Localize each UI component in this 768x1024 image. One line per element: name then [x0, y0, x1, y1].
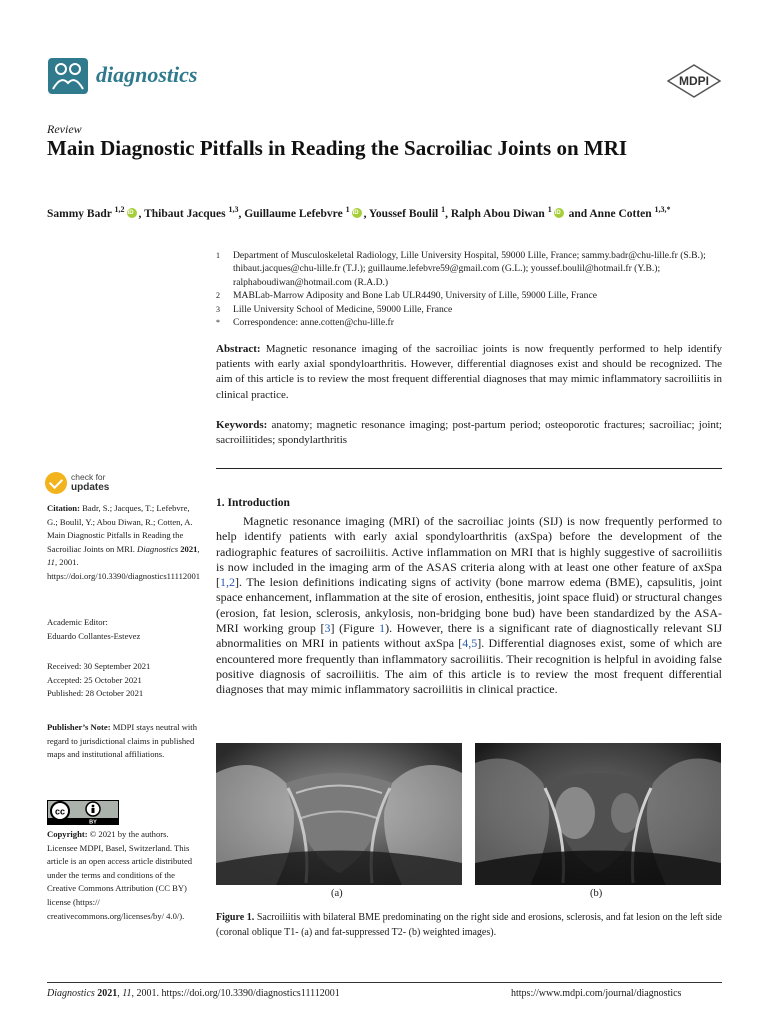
affiliations — [216, 249, 728, 329]
figure-sublabel-b: (b) — [590, 888, 603, 899]
footer-citation: Diagnostics 2021, 11, 2001. https://doi.org/10.3390/diagnostics11112001 — [47, 988, 340, 999]
author-affiliation-marker: 1 — [441, 205, 446, 214]
affiliation-number: 1 — [216, 251, 220, 260]
check-updates-icon — [45, 472, 67, 494]
academic-editor — [47, 616, 201, 643]
affiliation-item — [216, 303, 728, 316]
author-name: Ralph Abou Diwan — [450, 207, 548, 220]
citation-year: 2021 — [180, 543, 198, 554]
keywords-text: anatomy; magnetic resonance imaging; post-partum period; osteoporotic fractures; sacroiliac; joint; sacroiliitides; spondylarthritis — [216, 419, 722, 447]
orcid-icon[interactable] — [554, 208, 564, 218]
copyright-label: Copyright: — [47, 829, 88, 839]
affiliation-item — [216, 249, 728, 289]
author-affiliation-marker: 1,2 — [114, 205, 125, 214]
copyright-text: © 2021 by the authors. Licensee MDPI, Basel, Switzerland. This article is an open access article distributed under the terms and conditions of the Creative Commons Attribution (CC BY) license (https:// creativecommons.org/licenses/by/ 4.0/). — [47, 829, 193, 921]
affiliation-item — [216, 289, 728, 302]
author-name: Anne Cotten — [589, 207, 655, 220]
intro-text-5: ]. Differential diagnoses exist, some of which are encountered more frequently than inflammatory sacroiliitis. Their recognition is helpful in avoiding false positive diagnosis of sacroiliitis. The aim of this article is to review the most frequent differential diagnoses that may mimic inflammatory sacroiliitis in clinical practice. — [216, 636, 722, 697]
abstract-text: Magnetic resonance imaging of the sacroiliac joints is now frequently performed to help identify patients with early axial spondyloarthritis. However, differential diagnoses exist and should be recognized. The aim of this article is to review the most frequent differential diagnoses that may mimic inflammatory sacroiliitis in clinical practice. — [216, 343, 723, 401]
affiliation-number: 2 — [216, 291, 220, 301]
citation-label: Citation: — [47, 503, 80, 513]
received-date: Received: 30 September 2021 — [47, 661, 151, 671]
check-updates-label-2: updates — [71, 482, 110, 493]
note-text: MDPI stays neutral with regard to jurisdictional claims in published maps and institutional affiliations. — [47, 722, 197, 760]
author-affiliation-marker: 1,3 — [228, 205, 239, 214]
author-conjunction: and — [568, 207, 588, 220]
intro-paragraph — [216, 514, 722, 698]
svg-text:cc: cc — [54, 806, 66, 817]
abstract — [216, 342, 722, 403]
divider — [216, 468, 722, 469]
check-updates-label-1: check for — [71, 472, 106, 482]
author-name: Youssef Boulil — [368, 207, 442, 220]
note-label: Publisher’s Note: — [47, 722, 111, 732]
citation-link[interactable]: 1,2 — [220, 575, 235, 590]
affiliation-item — [216, 316, 728, 329]
intro-text-4: ). However, there is a significant rate of diagnostically relevant SIJ abnormalities on MRI in patients without axSpa [ — [216, 621, 722, 651]
footer-journal-url[interactable]: https://www.mdpi.com/journal/diagnostics — [511, 988, 682, 999]
affiliation-text: Correspondence: anne.cotten@chu-lille.fr — [233, 317, 394, 329]
affiliation-text: MABLab-Marrow Adiposity and Bone Lab ULR4490, University of Lille, 59000 Lille, France — [233, 290, 597, 302]
footer-doi[interactable]: , 2001. https://doi.org/10.3390/diagnostics11112001 — [131, 988, 340, 999]
footer-year: 2021 — [97, 988, 118, 999]
cc-by-license-icon[interactable] — [47, 800, 119, 825]
caption-label: Figure 1. — [216, 912, 255, 923]
footer-volume: 11 — [122, 988, 132, 999]
editor-name: Eduardo Collantes-Estevez — [47, 630, 141, 641]
footer-journal: Diagnostics — [47, 988, 95, 999]
citation-text: Badr, S.; Jacques, T.; Lefebvre, G.; Boulil, Y.; Abou Diwan, R.; Cotten, A. Main Diagnostic Pitfalls in Reading the Sacroiliac Joints on MRI. — [47, 503, 193, 554]
citation-doi[interactable]: , 2001. https://doi.org/10.3390/diagnostics11112001 — [47, 557, 201, 581]
author-affiliation-marker: 1,3,* — [654, 205, 671, 214]
figure-sublabel-a: (a) — [331, 888, 343, 899]
citation-volume: 11 — [47, 557, 55, 568]
section-heading: 1. Introduction — [216, 497, 290, 509]
cc-by-label: BY — [89, 819, 97, 825]
affiliation-text: Lille University School of Medicine, 59000 Lille, France — [233, 303, 453, 315]
article-type: Review — [47, 122, 82, 136]
author-affiliation-marker: 1 — [345, 205, 350, 214]
dates — [47, 660, 201, 701]
footer-divider — [47, 982, 722, 983]
mdpi-logo-icon — [667, 64, 721, 98]
diagnostics-logo-icon — [47, 57, 89, 95]
orcid-icon[interactable] — [352, 208, 362, 218]
caption-text: Sacroiliitis with bilateral BME predominating on the right side and erosions, sclerosis, and fat lesion on the left side (coronal oblique T1- (a) and fat-suppressed T2- (b) weighted images). — [216, 912, 722, 939]
intro-text-1: Magnetic resonance imaging (MRI) of the sacroiliac joints (SIJ) is now frequently performed to help identify patients with early axial spondyloarthritis (axSpa) before the development of the radiographic features of sacroiliitis. Active inflammation on MRI that is highly suggestive of sacroiliitis is now included in the imaging arm of the ASAS criteria along with at least one other feature of axSpa [ — [216, 514, 722, 590]
orcid-icon[interactable] — [127, 208, 137, 218]
citation-link[interactable]: 3 — [324, 621, 331, 636]
copyright — [47, 828, 201, 923]
intro-text-2: ]. The lesion definitions indicating signs of activity (bone marrow edema (BME), capsulitis, joint space enhancement, inflammation at the site of erosion, enthesitis, joint space fluid) or structural changes (erosion, fat lesion, sclerosis, ankylosis, non-bridging bone bud) have been standardized by the ASA-MRI working group [ — [216, 575, 722, 636]
figure-link[interactable]: 1 — [379, 621, 386, 636]
author-name: Sammy Badr — [47, 207, 115, 220]
citation: Citation: Badr, S.; Jacques, T.; Lefebvre, G.; Boulil, Y.; Abou Diwan, R.; Cotten, A. Main Diagnostic Pitfalls in Reading the Sacroiliac Joints on MRI. Diagnostics 2021, 11, 2001. https://doi.org/10.3390/diagnostics11112001 — [47, 503, 201, 581]
citation-journal: Diagnostics — [137, 543, 179, 554]
publisher-note — [47, 721, 201, 762]
author-name: Thibaut Jacques — [144, 207, 229, 220]
affiliation-text: Department of Musculoskeletal Radiology, Lille University Hospital, 59000 Lille, France; sammy.badr@chu-lille.fr (S.B.); thibaut.jacques@chu-lille.fr (T.J.); guillaume.lefebvre59@gmail.com (G.L.); youssef.boulil@hotmail.fr (Y.B.); ralphaboudiwan@hotmail.com (R.A.D.) — [233, 250, 706, 288]
abstract-label: Abstract: — [216, 343, 261, 355]
published-date: Published: 28 October 2021 — [47, 688, 144, 699]
author-list: Sammy Badr $^{1,2}$iD , Thibaut Jacques $^{1,3}$, Guillaume Lefebvre $^1$iD , Youssef Boulil $^1$, Ralph Abou Diwan $^1$iD and Anne Cotten $^{1,3,*}$ — [47, 202, 727, 222]
affiliation-number: 3 — [216, 304, 220, 314]
accepted-date: Accepted: 25 October 2021 — [47, 674, 142, 685]
figure-caption — [216, 910, 722, 940]
check-for-updates-button[interactable] — [45, 472, 135, 496]
editor-label: Academic Editor: — [47, 617, 108, 627]
mri-image-t1 — [216, 743, 462, 885]
keywords-label: Keywords: — [216, 419, 268, 431]
citation-link[interactable]: 4,5 — [462, 636, 478, 651]
author-name: Guillaume Lefebvre — [244, 207, 346, 220]
keywords — [216, 418, 722, 448]
journal-name: diagnostics — [96, 62, 198, 87]
affiliation-number: * — [216, 318, 220, 328]
mri-image-t2-fat-suppressed — [475, 743, 721, 885]
author-affiliation-marker: 1 — [547, 205, 552, 214]
intro-text-3: ] (Figure — [330, 621, 380, 636]
publisher-name: MDPI — [679, 74, 709, 88]
article-title: Main Diagnostic Pitfalls in Reading the Sacroiliac Joints on MRI — [47, 136, 628, 160]
